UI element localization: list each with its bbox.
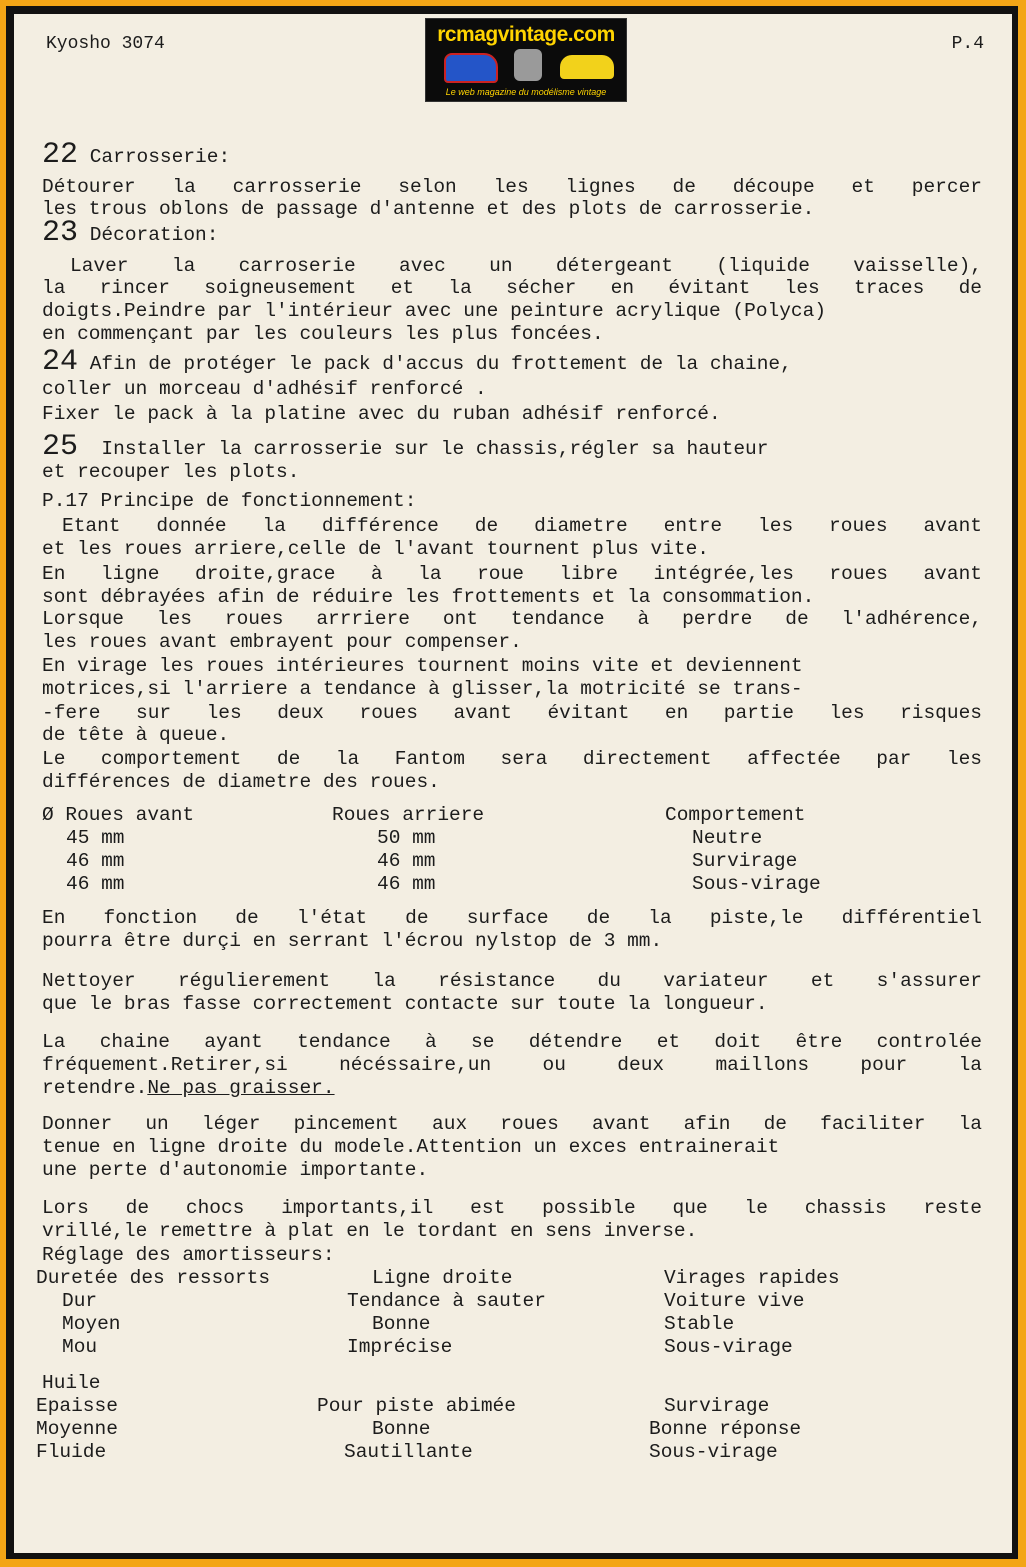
text-line: Détourer la carrosserie selon les lignes de découpe et percer [42, 176, 982, 198]
header-left: Kyosho 3074 [46, 34, 165, 54]
text-line: les trous oblons de passage d'antenne et des plots de carrosserie. [42, 198, 815, 220]
header-right: P.4 [951, 34, 984, 54]
text-line: en commençant par les couleurs les plus foncées. [42, 323, 604, 345]
text-line: différences de diametre des roues. [42, 771, 440, 793]
text-line: Lors de chocs importants,il est possible que le chassis reste [42, 1197, 982, 1219]
section-p17-heading: P.17 Principe de fonctionnement: [42, 490, 417, 512]
text-line: doigts.Peindre par l'intérieur avec une peinture acrylique (Polyca) [42, 300, 827, 322]
text-line: les roues avant embrayent pour compenser. [42, 631, 522, 653]
text-line: Nettoyer régulierement la résistance du variateur et s'assurer [42, 970, 982, 992]
text-line: motrices,si l'arriere a tendance à glisser,la motricité se trans- [42, 678, 803, 700]
text-line: fréquement.Retirer,si nécéssaire,un ou deux maillons pour la [42, 1054, 982, 1076]
text-line: que le bras fasse correctement contacte sur toute la longueur. [42, 993, 768, 1015]
text-line: -fere sur les deux roues avant évitant en partie les risques [42, 702, 982, 724]
text-line: sont débrayées afin de réduire les frottements et la consommation. [42, 586, 815, 608]
text-line: tenue en ligne droite du modele.Attention un exces entrainerait [42, 1136, 780, 1158]
section-25-line: 25 Installer la carrosserie sur le chassis,régler sa hauteur [42, 430, 769, 464]
text-line: Le comportement de la Fantom sera directement affectée par les [42, 748, 982, 770]
amort-table-header: Duretée des ressorts Ligne droite Virages rapides [36, 1267, 840, 1289]
document-text [36, 14, 982, 1553]
document-page [14, 14, 1012, 1553]
text-line: la rincer soigneusement et la sécher en évitant les traces de [42, 277, 982, 299]
table-row: Moyenne Bonne Bonne réponse [36, 1418, 802, 1440]
section-22-heading: 22 Carrosserie: [42, 138, 231, 172]
logo-subtitle: Le web magazine du modélisme vintage [445, 87, 607, 97]
logo-title: rcmagvintage.com [437, 23, 615, 46]
text-line: Etant donnée la différence de diametre entre les roues avant [62, 515, 982, 537]
text-line: En ligne droite,grace à la roue libre intégrée,les roues avant [42, 563, 982, 585]
text-line: et les roues arriere,celle de l'avant tournent plus vite. [42, 538, 710, 560]
text-line: Laver la carroserie avec un détergeant (liquide vaisselle), [70, 255, 982, 277]
text-line: une perte d'autonomie importante. [42, 1159, 429, 1181]
warning-underlined: Ne pas graisser. [147, 1077, 335, 1099]
text-line: Lorsque les roues arrriere ont tendance à perdre de l'adhérence, [42, 608, 982, 630]
wheel-table-header: Ø Roues avant Roues arriere Comportement [42, 804, 806, 826]
amort-heading: Réglage des amortisseurs: [42, 1244, 335, 1266]
text-line: Fixer le pack à la platine avec du ruban adhésif renforcé. [42, 403, 721, 425]
section-23-heading: 23 Décoration: [42, 216, 219, 250]
text-line: de tête à queue. [42, 724, 230, 746]
text-line: En virage les roues intérieures tournent moins vite et deviennent [42, 655, 803, 677]
text-line: En fonction de l'état de surface de la piste,le différentiel [42, 907, 982, 929]
text-line: et recouper les plots. [42, 461, 300, 483]
table-row: 45 mm 50 mm Neutre [66, 827, 763, 849]
table-row: 46 mm 46 mm Survirage [66, 850, 798, 872]
table-row: Epaisse Pour piste abimée Survirage [36, 1395, 770, 1417]
text-line: pourra être durçi en serrant l'écrou nylstop de 3 mm. [42, 930, 663, 952]
huile-heading: Huile [42, 1372, 101, 1394]
table-row: 46 mm 46 mm Sous-virage [66, 873, 821, 895]
table-row: Fluide Sautillante Sous-virage [36, 1441, 778, 1463]
table-row: Moyen Bonne Stable [62, 1313, 735, 1335]
table-row: Dur Tendance à sauter Voiture vive [62, 1290, 805, 1312]
text-line: La chaine ayant tendance à se détendre et doit être controlée [42, 1031, 982, 1053]
text-line: coller un morceau d'adhésif renforcé . [42, 378, 487, 400]
section-24-line: 24 Afin de protéger le pack d'accus du frottement de la chaine, [42, 345, 792, 379]
table-row: Mou Imprécise Sous-virage [62, 1336, 793, 1358]
text-line: Donner un léger pincement aux roues avant afin de faciliter la [42, 1113, 982, 1135]
text-line: vrillé,le remettre à plat en le tordant en sens inverse. [42, 1220, 698, 1242]
text-line: retendre.Ne pas graisser. [42, 1077, 335, 1099]
